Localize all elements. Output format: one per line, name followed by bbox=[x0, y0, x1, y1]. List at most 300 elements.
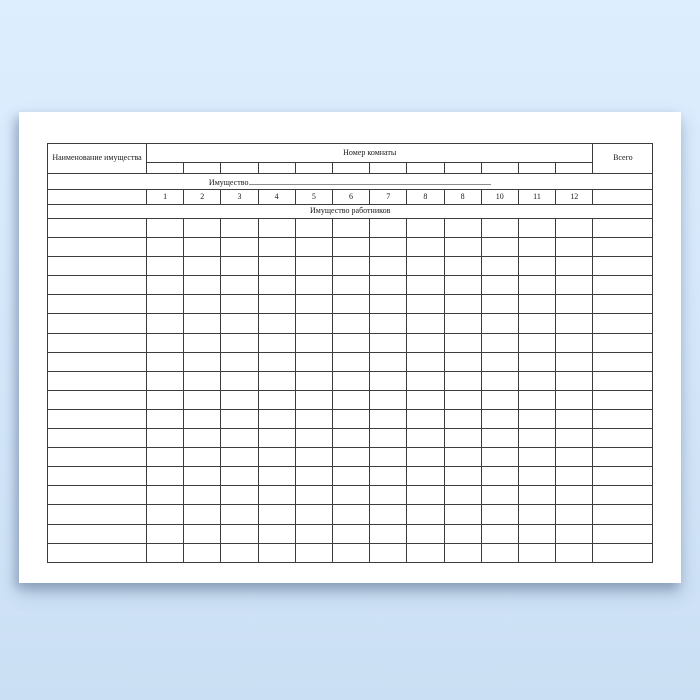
room-value-cell bbox=[370, 238, 407, 257]
room-value-cell bbox=[518, 371, 555, 390]
table-row bbox=[48, 448, 653, 467]
room-value-cell bbox=[481, 371, 518, 390]
total-value-cell bbox=[593, 295, 653, 314]
room-value-cell bbox=[332, 486, 369, 505]
room-value-cell bbox=[258, 448, 295, 467]
room-value-cell bbox=[556, 524, 593, 543]
room-value-cell bbox=[221, 486, 258, 505]
room-subcolumn-cell bbox=[556, 163, 593, 174]
property-name-cell bbox=[48, 276, 147, 295]
room-value-cell bbox=[444, 352, 481, 371]
room-value-cell bbox=[556, 238, 593, 257]
numbers-row-total-cell bbox=[593, 190, 653, 205]
room-value-cell bbox=[147, 371, 184, 390]
table-row bbox=[48, 333, 653, 352]
room-value-cell bbox=[481, 448, 518, 467]
room-value-cell bbox=[295, 219, 332, 238]
room-value-cell bbox=[407, 333, 444, 352]
room-value-cell bbox=[407, 238, 444, 257]
total-value-cell bbox=[593, 448, 653, 467]
room-value-cell bbox=[518, 467, 555, 486]
room-value-cell bbox=[556, 467, 593, 486]
room-value-cell bbox=[444, 543, 481, 562]
room-subcolumn-cell bbox=[407, 163, 444, 174]
room-value-cell bbox=[444, 276, 481, 295]
property-name-cell bbox=[48, 390, 147, 409]
total-value-cell bbox=[593, 333, 653, 352]
room-value-cell bbox=[184, 371, 221, 390]
room-value-cell bbox=[444, 524, 481, 543]
room-value-cell bbox=[481, 409, 518, 428]
room-value-cell bbox=[444, 219, 481, 238]
room-value-cell bbox=[295, 276, 332, 295]
table-row bbox=[48, 524, 653, 543]
room-value-cell bbox=[481, 295, 518, 314]
room-value-cell bbox=[518, 505, 555, 524]
table-row bbox=[48, 238, 653, 257]
room-value-cell bbox=[370, 543, 407, 562]
room-subcolumn-cell bbox=[518, 163, 555, 174]
room-subcolumn-cell bbox=[221, 163, 258, 174]
room-value-cell bbox=[332, 505, 369, 524]
room-number-cell: 12 bbox=[556, 190, 593, 205]
room-value-cell bbox=[481, 543, 518, 562]
room-value-cell bbox=[221, 524, 258, 543]
room-value-cell bbox=[147, 352, 184, 371]
numbers-row-name-cell bbox=[48, 190, 147, 205]
room-value-cell bbox=[556, 371, 593, 390]
room-value-cell bbox=[556, 314, 593, 333]
room-value-cell bbox=[258, 238, 295, 257]
table-row bbox=[48, 543, 653, 562]
room-value-cell bbox=[295, 333, 332, 352]
room-value-cell bbox=[444, 238, 481, 257]
room-value-cell bbox=[184, 333, 221, 352]
room-value-cell bbox=[147, 409, 184, 428]
room-value-cell bbox=[332, 333, 369, 352]
room-number-cell: 10 bbox=[481, 190, 518, 205]
property-name-cell bbox=[48, 219, 147, 238]
room-value-cell bbox=[147, 448, 184, 467]
room-value-cell bbox=[370, 295, 407, 314]
room-value-cell bbox=[184, 524, 221, 543]
room-value-cell bbox=[518, 429, 555, 448]
room-value-cell bbox=[332, 276, 369, 295]
room-value-cell bbox=[370, 467, 407, 486]
room-value-cell bbox=[295, 314, 332, 333]
property-name-cell bbox=[48, 409, 147, 428]
room-value-cell bbox=[184, 238, 221, 257]
total-value-cell bbox=[593, 505, 653, 524]
property-name-cell bbox=[48, 238, 147, 257]
room-value-cell bbox=[370, 333, 407, 352]
room-value-cell bbox=[221, 409, 258, 428]
room-subcolumn-cell bbox=[370, 163, 407, 174]
room-number-cell: 6 bbox=[332, 190, 369, 205]
room-subcolumn-cell bbox=[258, 163, 295, 174]
room-value-cell bbox=[147, 314, 184, 333]
room-value-cell bbox=[258, 467, 295, 486]
room-value-cell bbox=[481, 238, 518, 257]
room-subcolumn-cell bbox=[147, 163, 184, 174]
room-value-cell bbox=[556, 390, 593, 409]
room-value-cell bbox=[147, 333, 184, 352]
property-name-cell bbox=[48, 429, 147, 448]
room-value-cell bbox=[444, 429, 481, 448]
room-value-cell bbox=[332, 467, 369, 486]
room-value-cell bbox=[407, 371, 444, 390]
room-value-cell bbox=[481, 257, 518, 276]
room-number-cell: 5 bbox=[295, 190, 332, 205]
room-value-cell bbox=[444, 467, 481, 486]
total-value-cell bbox=[593, 467, 653, 486]
room-value-cell bbox=[444, 295, 481, 314]
room-value-cell bbox=[332, 257, 369, 276]
room-value-cell bbox=[184, 543, 221, 562]
room-value-cell bbox=[444, 371, 481, 390]
property-name-cell bbox=[48, 333, 147, 352]
room-value-cell bbox=[184, 429, 221, 448]
room-value-cell bbox=[295, 486, 332, 505]
room-value-cell bbox=[258, 333, 295, 352]
room-value-cell bbox=[147, 486, 184, 505]
room-value-cell bbox=[556, 352, 593, 371]
room-value-cell bbox=[444, 448, 481, 467]
table-row bbox=[48, 219, 653, 238]
total-value-cell bbox=[593, 524, 653, 543]
room-value-cell bbox=[258, 524, 295, 543]
room-value-cell bbox=[370, 219, 407, 238]
room-value-cell bbox=[258, 486, 295, 505]
room-value-cell bbox=[221, 238, 258, 257]
room-value-cell bbox=[147, 257, 184, 276]
room-value-cell bbox=[295, 238, 332, 257]
room-value-cell bbox=[221, 429, 258, 448]
room-value-cell bbox=[407, 257, 444, 276]
room-value-cell bbox=[444, 257, 481, 276]
total-value-cell bbox=[593, 429, 653, 448]
room-value-cell bbox=[221, 276, 258, 295]
room-value-cell bbox=[518, 314, 555, 333]
room-value-cell bbox=[221, 390, 258, 409]
room-value-cell bbox=[556, 276, 593, 295]
table-row bbox=[48, 390, 653, 409]
room-value-cell bbox=[332, 314, 369, 333]
room-value-cell bbox=[295, 467, 332, 486]
room-value-cell bbox=[370, 352, 407, 371]
total-value-cell bbox=[593, 486, 653, 505]
room-value-cell bbox=[481, 524, 518, 543]
room-value-cell bbox=[370, 448, 407, 467]
property-line-label: Имущество bbox=[208, 177, 249, 187]
room-value-cell bbox=[147, 219, 184, 238]
room-value-cell bbox=[444, 505, 481, 524]
room-value-cell bbox=[556, 448, 593, 467]
room-value-cell bbox=[295, 429, 332, 448]
room-value-cell bbox=[407, 276, 444, 295]
room-value-cell bbox=[556, 409, 593, 428]
column-numbers-row bbox=[48, 190, 653, 205]
room-value-cell bbox=[407, 409, 444, 428]
room-value-cell bbox=[407, 505, 444, 524]
room-value-cell bbox=[370, 314, 407, 333]
room-value-cell bbox=[184, 219, 221, 238]
room-value-cell bbox=[332, 390, 369, 409]
property-name-cell bbox=[48, 505, 147, 524]
room-value-cell bbox=[295, 505, 332, 524]
room-subcolumn-cell bbox=[295, 163, 332, 174]
room-value-cell bbox=[518, 238, 555, 257]
room-value-cell bbox=[221, 543, 258, 562]
room-value-cell bbox=[444, 333, 481, 352]
room-value-cell bbox=[370, 371, 407, 390]
section-title-row bbox=[48, 205, 653, 219]
room-value-cell bbox=[258, 295, 295, 314]
table-row bbox=[48, 505, 653, 524]
property-name-cell bbox=[48, 486, 147, 505]
room-subcolumn-cell bbox=[481, 163, 518, 174]
room-value-cell bbox=[295, 390, 332, 409]
table-row bbox=[48, 257, 653, 276]
room-value-cell bbox=[370, 257, 407, 276]
room-value-cell bbox=[184, 276, 221, 295]
room-value-cell bbox=[370, 505, 407, 524]
room-value-cell bbox=[518, 524, 555, 543]
room-number-cell: 8 bbox=[444, 190, 481, 205]
room-value-cell bbox=[444, 409, 481, 428]
room-value-cell bbox=[332, 448, 369, 467]
room-value-cell bbox=[407, 429, 444, 448]
room-value-cell bbox=[407, 352, 444, 371]
room-value-cell bbox=[518, 352, 555, 371]
property-name-cell bbox=[48, 352, 147, 371]
room-value-cell bbox=[184, 295, 221, 314]
property-name-cell bbox=[48, 314, 147, 333]
room-value-cell bbox=[332, 371, 369, 390]
room-value-cell bbox=[221, 257, 258, 276]
property-name-cell bbox=[48, 543, 147, 562]
total-value-cell bbox=[593, 390, 653, 409]
room-number-cell: 7 bbox=[370, 190, 407, 205]
room-value-cell bbox=[332, 409, 369, 428]
room-value-cell bbox=[295, 295, 332, 314]
room-value-cell bbox=[556, 219, 593, 238]
table-row bbox=[48, 467, 653, 486]
room-subcolumn-cell bbox=[332, 163, 369, 174]
room-value-cell bbox=[407, 219, 444, 238]
total-value-cell bbox=[593, 352, 653, 371]
total-value-cell bbox=[593, 543, 653, 562]
room-number-cell: 4 bbox=[258, 190, 295, 205]
room-value-cell bbox=[481, 467, 518, 486]
document-sheet bbox=[19, 112, 681, 583]
room-value-cell bbox=[258, 314, 295, 333]
room-value-cell bbox=[332, 524, 369, 543]
room-value-cell bbox=[481, 390, 518, 409]
room-value-cell bbox=[556, 295, 593, 314]
room-value-cell bbox=[332, 238, 369, 257]
room-value-cell bbox=[518, 448, 555, 467]
table-row bbox=[48, 409, 653, 428]
room-value-cell bbox=[332, 219, 369, 238]
room-value-cell bbox=[481, 333, 518, 352]
room-value-cell bbox=[518, 276, 555, 295]
property-line-cell bbox=[48, 174, 653, 190]
room-value-cell bbox=[407, 524, 444, 543]
room-value-cell bbox=[147, 467, 184, 486]
room-value-cell bbox=[444, 486, 481, 505]
property-name-cell bbox=[48, 448, 147, 467]
room-value-cell bbox=[221, 352, 258, 371]
room-value-cell bbox=[370, 276, 407, 295]
room-value-cell bbox=[147, 543, 184, 562]
room-value-cell bbox=[556, 333, 593, 352]
room-value-cell bbox=[258, 219, 295, 238]
header-room-number: Номер комнаты bbox=[147, 144, 593, 163]
room-value-cell bbox=[481, 276, 518, 295]
total-value-cell bbox=[593, 219, 653, 238]
room-value-cell bbox=[370, 486, 407, 505]
room-value-cell bbox=[518, 543, 555, 562]
room-value-cell bbox=[258, 371, 295, 390]
room-value-cell bbox=[370, 429, 407, 448]
room-subcolumn-cell bbox=[184, 163, 221, 174]
room-value-cell bbox=[481, 486, 518, 505]
room-value-cell bbox=[295, 409, 332, 428]
room-value-cell bbox=[407, 486, 444, 505]
room-value-cell bbox=[481, 219, 518, 238]
room-value-cell bbox=[518, 295, 555, 314]
total-value-cell bbox=[593, 238, 653, 257]
room-value-cell bbox=[221, 219, 258, 238]
property-name-cell bbox=[48, 371, 147, 390]
room-number-cell: 3 bbox=[221, 190, 258, 205]
room-value-cell bbox=[518, 257, 555, 276]
table-row bbox=[48, 314, 653, 333]
table-row bbox=[48, 486, 653, 505]
room-value-cell bbox=[295, 371, 332, 390]
room-value-cell bbox=[518, 390, 555, 409]
room-value-cell bbox=[556, 543, 593, 562]
room-value-cell bbox=[407, 390, 444, 409]
property-line-row bbox=[48, 174, 653, 190]
room-value-cell bbox=[481, 429, 518, 448]
room-value-cell bbox=[147, 524, 184, 543]
room-value-cell bbox=[258, 409, 295, 428]
room-value-cell bbox=[184, 352, 221, 371]
room-value-cell bbox=[184, 390, 221, 409]
table-row bbox=[48, 276, 653, 295]
room-number-cell: 1 bbox=[147, 190, 184, 205]
room-value-cell bbox=[221, 505, 258, 524]
total-value-cell bbox=[593, 276, 653, 295]
total-value-cell bbox=[593, 314, 653, 333]
room-number-cell: 8 bbox=[407, 190, 444, 205]
room-value-cell bbox=[184, 409, 221, 428]
room-value-cell bbox=[221, 371, 258, 390]
room-value-cell bbox=[295, 543, 332, 562]
room-value-cell bbox=[370, 390, 407, 409]
room-value-cell bbox=[184, 257, 221, 276]
inventory-table bbox=[47, 143, 653, 563]
room-value-cell bbox=[258, 276, 295, 295]
total-value-cell bbox=[593, 409, 653, 428]
table-row bbox=[48, 371, 653, 390]
table-row bbox=[48, 295, 653, 314]
room-value-cell bbox=[518, 219, 555, 238]
room-value-cell bbox=[184, 467, 221, 486]
property-fill-line bbox=[249, 176, 491, 185]
room-value-cell bbox=[295, 524, 332, 543]
header-property-name: Наименование имущества bbox=[48, 144, 147, 174]
room-number-cell: 11 bbox=[518, 190, 555, 205]
room-value-cell bbox=[147, 295, 184, 314]
room-value-cell bbox=[258, 543, 295, 562]
room-value-cell bbox=[332, 295, 369, 314]
total-value-cell bbox=[593, 257, 653, 276]
room-value-cell bbox=[407, 467, 444, 486]
room-value-cell bbox=[444, 314, 481, 333]
room-value-cell bbox=[332, 352, 369, 371]
room-value-cell bbox=[556, 486, 593, 505]
room-value-cell bbox=[147, 238, 184, 257]
property-name-cell bbox=[48, 257, 147, 276]
room-subcolumn-cell bbox=[444, 163, 481, 174]
room-value-cell bbox=[147, 429, 184, 448]
header-row-1 bbox=[48, 144, 653, 163]
table-row bbox=[48, 352, 653, 371]
property-name-cell bbox=[48, 467, 147, 486]
room-value-cell bbox=[444, 390, 481, 409]
room-value-cell bbox=[407, 543, 444, 562]
room-value-cell bbox=[481, 352, 518, 371]
room-value-cell bbox=[221, 314, 258, 333]
room-value-cell bbox=[481, 314, 518, 333]
table-row bbox=[48, 429, 653, 448]
room-value-cell bbox=[221, 448, 258, 467]
room-value-cell bbox=[184, 486, 221, 505]
room-value-cell bbox=[407, 295, 444, 314]
room-value-cell bbox=[147, 276, 184, 295]
room-value-cell bbox=[184, 505, 221, 524]
room-value-cell bbox=[556, 257, 593, 276]
room-value-cell bbox=[258, 352, 295, 371]
room-value-cell bbox=[370, 524, 407, 543]
room-number-cell: 2 bbox=[184, 190, 221, 205]
room-value-cell bbox=[556, 505, 593, 524]
room-value-cell bbox=[370, 409, 407, 428]
room-value-cell bbox=[147, 390, 184, 409]
room-value-cell bbox=[407, 448, 444, 467]
room-value-cell bbox=[332, 543, 369, 562]
room-value-cell bbox=[221, 333, 258, 352]
room-value-cell bbox=[518, 333, 555, 352]
room-value-cell bbox=[295, 448, 332, 467]
property-name-cell bbox=[48, 524, 147, 543]
room-value-cell bbox=[518, 486, 555, 505]
room-value-cell bbox=[147, 505, 184, 524]
room-value-cell bbox=[184, 448, 221, 467]
room-value-cell bbox=[258, 505, 295, 524]
room-value-cell bbox=[295, 352, 332, 371]
room-value-cell bbox=[295, 257, 332, 276]
room-value-cell bbox=[221, 467, 258, 486]
total-value-cell bbox=[593, 371, 653, 390]
room-value-cell bbox=[258, 257, 295, 276]
room-value-cell bbox=[332, 429, 369, 448]
room-value-cell bbox=[221, 295, 258, 314]
room-value-cell bbox=[518, 409, 555, 428]
